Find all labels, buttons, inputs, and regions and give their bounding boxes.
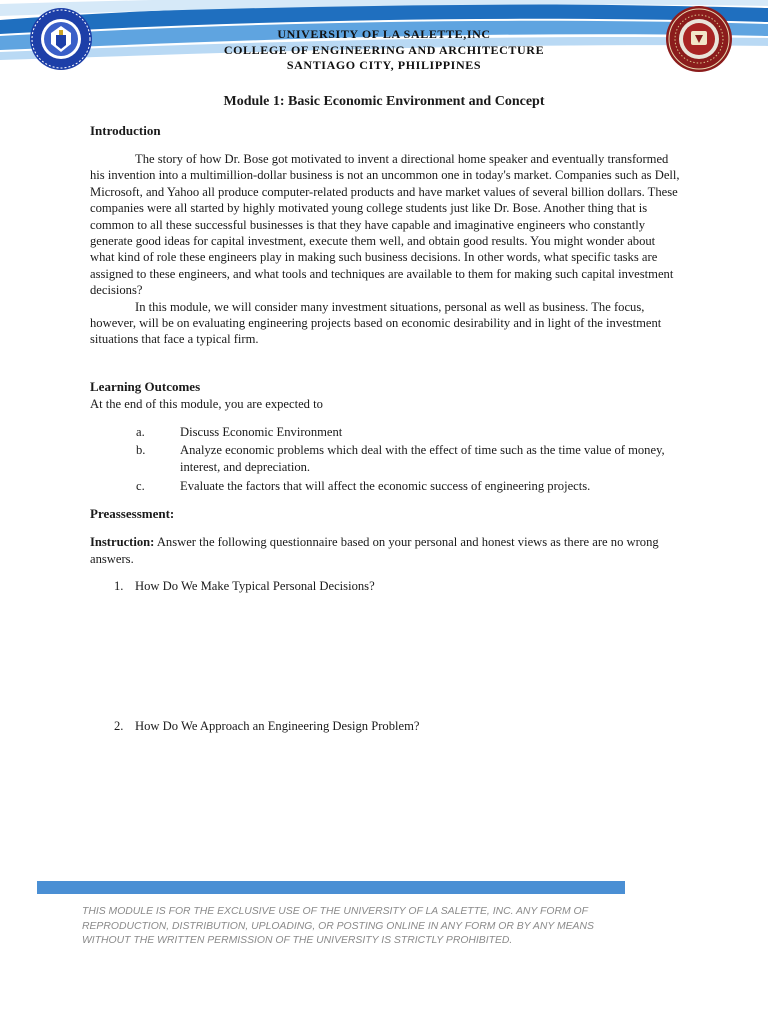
outcome-text: Analyze economic problems which deal with the effect of time such as the time value of money, interest, and depreciation. (180, 443, 665, 474)
question-number: 1. (114, 579, 124, 593)
instruction-label: Instruction: (90, 535, 155, 549)
outcome-text: Discuss Economic Environment (180, 425, 343, 439)
question-text: How Do We Make Typical Personal Decisions? (135, 579, 375, 593)
introduction-paragraph: In this module, we will consider many investment situations, personal as well as business. The focus, however, will be on evaluating engineering projects based on economic desirability and in light of the investment situations that face a typical firm. (90, 299, 662, 347)
introduction-body (90, 151, 682, 348)
footer-copyright-notice: THIS MODULE IS FOR THE EXCLUSIVE USE OF THE UNIVERSITY OF LA SALETTE, INC. ANY FORM OF REPRODUCTION, DISTRIBUTION, UPLOADING, OR POSTING ONLINE IN ANY FORM OR BY ANY MEANS WITHOUT THE WRITTEN PERMISSION OF THE UNIVERSITY IS STRICTLY PROHIBITED. (82, 906, 594, 946)
footer-bar (37, 881, 625, 894)
college-name: COLLEGE OF ENGINEERING AND ARCHITECTURE (223, 43, 545, 57)
question-number: 2. (114, 719, 124, 733)
university-name: UNIVERSITY OF LA SALETTE,INC (277, 27, 491, 41)
module-title: Module 1: Basic Economic Environment and Concept (223, 94, 545, 109)
introduction-heading: Introduction (90, 123, 161, 138)
outcome-label: c. (136, 479, 145, 493)
learning-outcomes-intro: At the end of this module, you are expected to (90, 397, 323, 411)
outcome-label: b. (136, 443, 146, 457)
instruction-text (90, 534, 690, 568)
outcome-text: Evaluate the factors that will affect the economic success of engineering projects. (180, 479, 591, 493)
preassessment-heading: Preassessment: (90, 506, 175, 521)
outcome-label: a. (136, 425, 145, 439)
location-line: SANTIAGO CITY, PHILIPPINES (286, 58, 482, 72)
introduction-paragraph: The story of how Dr. Bose got motivated to invent a directional home speaker and eventually transformed his invention into a multimillion-dollar business is not an uncommon one in today's market. Companies such as Dell, Microsoft, and Yahoo all produce computer-related products and have market values of several billion dollars. These companies were all started by highly motivated young college students just like Dr. Bose. Another thing that is common to all these successful businesses is that they have capable and imaginative engineers who constantly generate good ideas for capital investment, execute them well, and obtain good results. You might wonder about what kind of role these engineers play in making such business decisions. In other words, what specific tasks are assigned to these engineers, and what tools and techniques are available to them for making such capital investment decisions? (90, 152, 680, 298)
question-text: How Do We Approach an Engineering Design Problem? (135, 719, 420, 733)
learning-outcomes-heading: Learning Outcomes (90, 379, 201, 394)
instruction-body: Answer the following questionnaire based on your personal and honest views as there are no wrong answers. (90, 535, 659, 566)
